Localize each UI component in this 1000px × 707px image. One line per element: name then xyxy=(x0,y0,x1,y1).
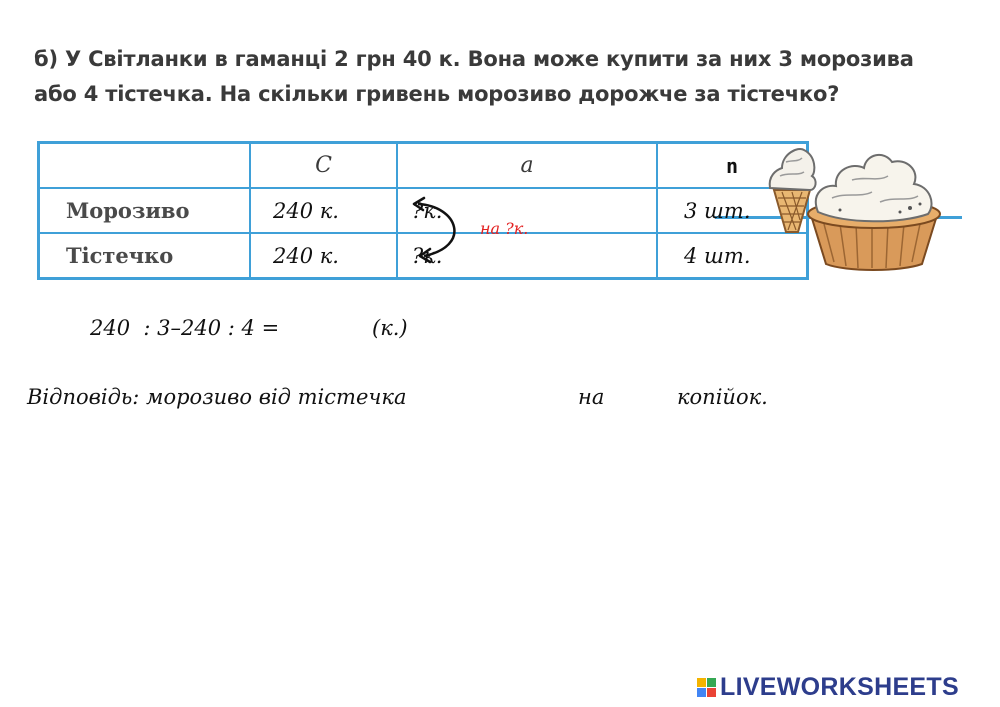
unit-price-cell: ?к. xyxy=(397,188,657,233)
logo-text: LIVEWORKSHEETS xyxy=(720,672,959,701)
count-cell: 4 шт. xyxy=(657,233,808,279)
problem-statement xyxy=(34,42,974,112)
table-header-row xyxy=(39,143,808,189)
unit-price-cell: ?к. xyxy=(397,233,657,279)
header-cell-a: a xyxy=(397,143,657,189)
answer-middle: на xyxy=(578,385,605,409)
comparison-arrow-icon xyxy=(410,196,470,266)
row-label-icecream: Морозиво xyxy=(39,188,251,233)
solution-unit: (к.) xyxy=(372,316,408,340)
price-cell: 240 к. xyxy=(250,233,397,279)
logo-mark-icon xyxy=(697,678,716,697)
problem-line-1: б) У Світланки в гаманці 2 грн 40 к. Вона може купити за них 3 морозива xyxy=(34,47,914,71)
header-cell-c: C xyxy=(250,143,397,189)
answer-suffix: копійок. xyxy=(677,385,768,409)
liveworksheets-logo xyxy=(697,672,959,702)
solution-formula: 240 : 3–240 : 4 = xyxy=(90,316,280,340)
answer-prefix: Відповідь: морозиво від тістечка xyxy=(27,385,407,409)
price-cell: 240 к. xyxy=(250,188,397,233)
header-cell-n: n xyxy=(657,143,808,189)
ice-cream-and-cake-icon xyxy=(760,132,960,277)
difference-label: на ?к. xyxy=(480,219,529,238)
header-cell-empty xyxy=(39,143,251,189)
count-cell: 3 шт. xyxy=(657,188,808,233)
problem-line-2: або 4 тістечка. На скільки гривень морозиво дорожче за тістечко? xyxy=(34,82,840,106)
row-label-cake: Тістечко xyxy=(39,233,251,279)
